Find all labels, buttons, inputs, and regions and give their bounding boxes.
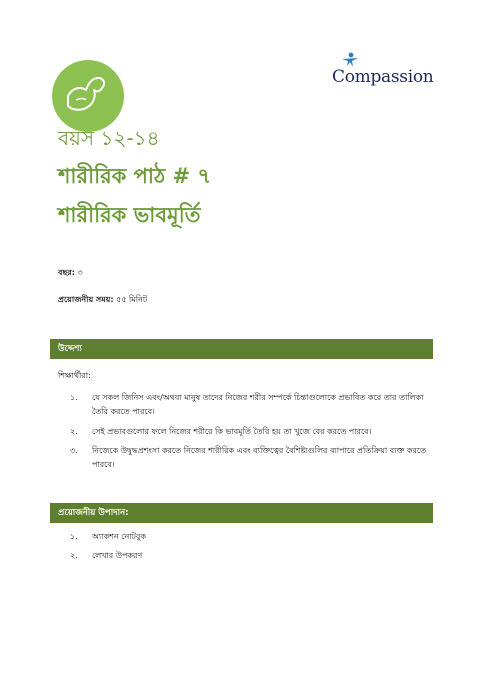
objectives-heading: উদ্দেশ্য <box>50 339 433 359</box>
time-line <box>58 294 147 307</box>
lesson-number: শারীরিক পাঠ # ৭ <box>58 164 212 188</box>
time-value: ৫৫ মিনিট <box>116 295 148 304</box>
item-number: ১. <box>70 393 78 402</box>
item-number: ১. <box>70 532 78 541</box>
item-text: সেই প্রভাবগুলোর ফলে নিজের শরীরে কি ভাবমূর্তি তৈরি হয় তা খুজে বের করতে পারবে। <box>92 427 372 436</box>
compassion-logo <box>330 58 440 90</box>
year-value: ৩ <box>77 268 83 277</box>
brand-figure-icon <box>340 52 360 68</box>
item-text: লেখার উপকরণ <box>92 551 143 560</box>
page-title: শারীরিক ভাবমূর্তি <box>58 203 201 227</box>
lesson-logo <box>52 60 124 132</box>
time-label: প্রয়োজনীয় সময়: <box>58 295 114 304</box>
year-line <box>58 267 83 280</box>
objectives-intro: শিক্ষার্থীরা: <box>58 371 91 380</box>
item-text: নিজেকে উদ্বুদ্ধপ্রশংসা করতে নিজের শারীরিক এবং ব্যক্তিত্বের বৈশিষ্ট্যগুলির ব্যাপারে প্রতিক্রিয়া ব্যক্ত করতে পারবে। <box>92 446 427 469</box>
materials-heading: প্রয়োজনীয় উপাদান: <box>50 503 433 523</box>
brand-name: Compassion <box>332 67 434 87</box>
item-text: যে সকল জিনিস এবং/অথবা মানুষ তাদের নিজের শরীর সম্পর্কে চিন্তাগুলোকে প্রভাবিত করে তার তালিকা তৈরি করতে পারবে। <box>92 393 424 416</box>
item-number: ২. <box>70 551 78 560</box>
item-text: অ্যাকশন নোটবুক <box>92 532 146 541</box>
age-range: বয়স ১২-১৪ <box>58 126 160 150</box>
flexed-arm-icon <box>62 74 114 118</box>
item-number: ২. <box>70 427 78 436</box>
item-number: ৩. <box>70 446 78 455</box>
year-label: বছর: <box>58 268 75 277</box>
